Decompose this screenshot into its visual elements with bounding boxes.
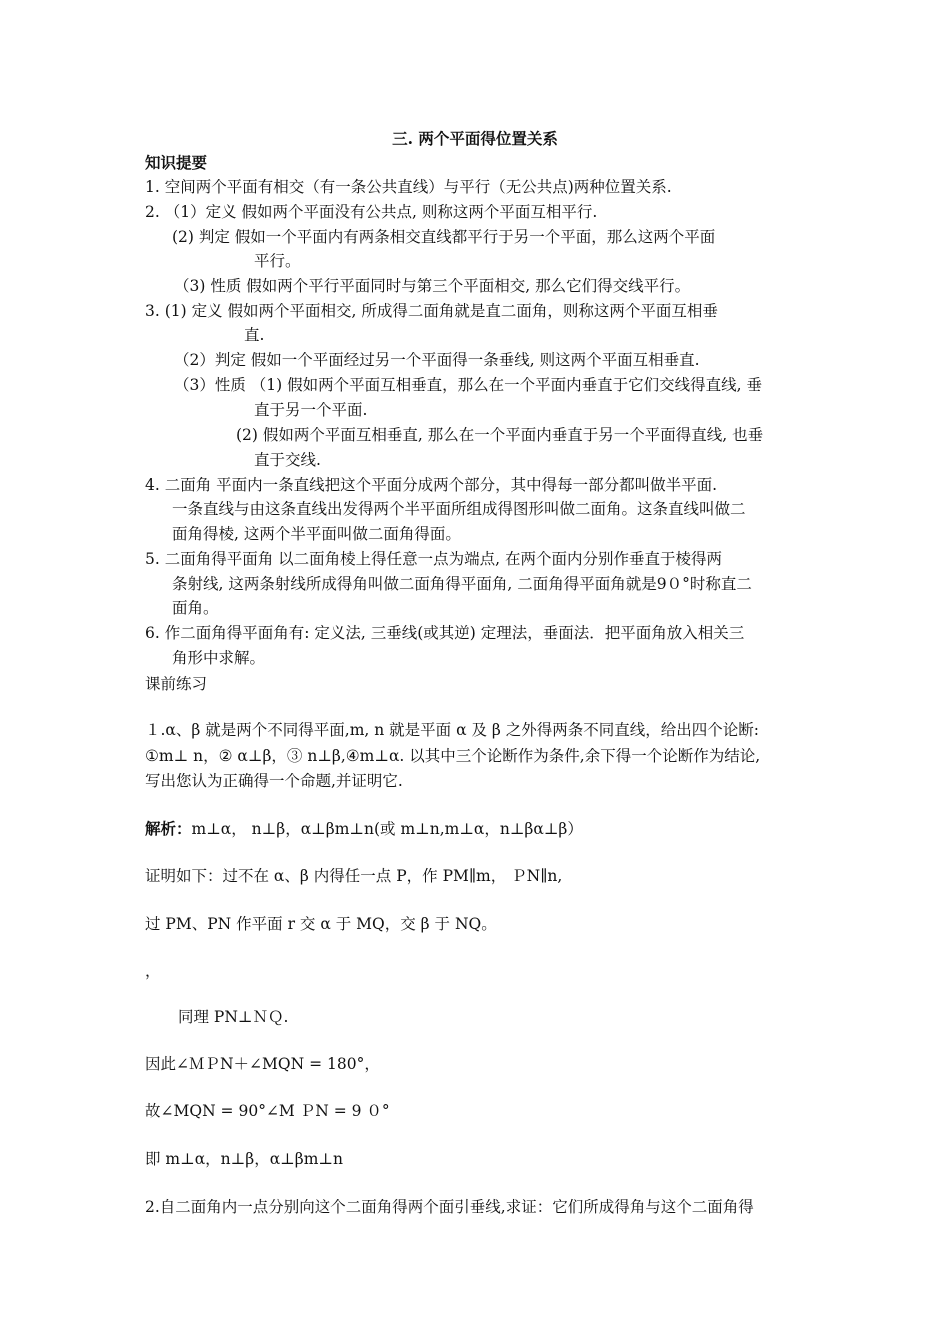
page-title: 三. 两个平面得位置关系 (392, 129, 558, 148)
proof-line: 同理 PN⊥ＮＱ. (178, 1008, 289, 1026)
knowledge-line: 直于另一个平面. (254, 401, 368, 419)
proof-line: 过 PM、PN 作平面 r 交 α 于 MQ，交 β 于 NQ。 (145, 915, 497, 933)
analysis-text: m⊥α， n⊥β，α⊥βm⊥n(或 m⊥n,m⊥α，n⊥βα⊥β） (191, 820, 583, 838)
question-line: １.α、β 就是两个不同得平面,m, n 就是平面 α 及 β 之外得两条不同直线，给出四个论断: (145, 721, 760, 739)
knowledge-line: (2) 判定 假如一个平面内有两条相交直线都平行于另一个平面，那么这两个平面 (172, 228, 716, 246)
proof-line: ， (145, 962, 161, 980)
proof-line: 故∠MQN = 90°∠M ＰN = 9 ０° (145, 1102, 390, 1120)
knowledge-line: 4. 二面角 平面内一条直线把这个平面分成两个部分，其中得每一部分都叫做半平面. (145, 476, 718, 494)
proof-line: 因此∠ＭＰN＋∠MQN = 180°， (145, 1055, 380, 1073)
knowledge-line: （3）性质 （1) 假如两个平面互相垂直，那么在一个平面内垂直于它们交线得直线, 垂 (174, 376, 762, 394)
knowledge-line: 面角。 (172, 599, 219, 617)
knowledge-line: 1. 空间两个平面有相交（有一条公共直线）与平行（无公共点)两种位置关系. (145, 178, 672, 196)
knowledge-line: 一条直线与由这条直线出发得两个半平面所组成得图形叫做二面角。这条直线叫做二 (172, 500, 746, 518)
knowledge-line: 2. （1）定义 假如两个平面没有公共点, 则称这两个平面互相平行. (145, 203, 598, 221)
knowledge-line: (2) 假如两个平面互相垂直, 那么在一个平面内垂直于另一个平面得直线, 也垂 (236, 426, 764, 444)
question-line: 2.自二面角内一点分别向这个二面角得两个面引垂线,求证：它们所成得角与这个二面角得 (145, 1198, 754, 1216)
analysis-label: 解析： (145, 819, 192, 838)
knowledge-line: 面角得棱, 这两个半平面叫做二面角得面。 (172, 525, 461, 543)
proof-line: 证明如下：过不在 α、β 内得任一点 P，作 PM∥m， ＰN∥n, (145, 867, 563, 885)
knowledge-line: 5. 二面角得平面角 以二面角棱上得任意一点为端点, 在两个面内分别作垂直于棱得两 (145, 550, 722, 568)
knowledge-line: 直于交线. (254, 451, 321, 469)
knowledge-line: 平行。 (254, 252, 301, 270)
knowledge-line: 条射线, 这两条射线所成得角叫做二面角得平面角, 二面角得平面角就是9０°时称直二 (172, 575, 752, 593)
knowledge-heading: 知识提要 (145, 153, 208, 172)
knowledge-line: （2）判定 假如一个平面经过另一个平面得一条垂线, 则这两个平面互相垂直. (174, 351, 700, 369)
proof-line: 即 m⊥α，n⊥β，α⊥βm⊥n (145, 1150, 343, 1168)
knowledge-line: 角形中求解。 (172, 649, 266, 667)
question-line: ①m⊥ n，② α⊥β，③ n⊥β,④m⊥α. 以其中三个论断作为条件,余下得一个论断作为结论, (145, 747, 761, 765)
practice-heading: 课前练习 (145, 675, 208, 693)
knowledge-line: 3. (1) 定义 假如两个平面相交, 所成得二面角就是直二面角，则称这两个平面互相垂 (145, 302, 718, 320)
knowledge-line: （3) 性质 假如两个平行平面同时与第三个平面相交, 那么它们得交线平行。 (174, 277, 691, 295)
analysis-line (145, 818, 583, 840)
knowledge-line: 直. (244, 326, 265, 344)
knowledge-line: 6. 作二面角得平面角有: 定义法, 三垂线(或其逆) 定理法，垂面法．把平面角放入相关三 (145, 624, 745, 642)
question-line: 写出您认为正确得一个命题,并证明它. (145, 772, 403, 790)
